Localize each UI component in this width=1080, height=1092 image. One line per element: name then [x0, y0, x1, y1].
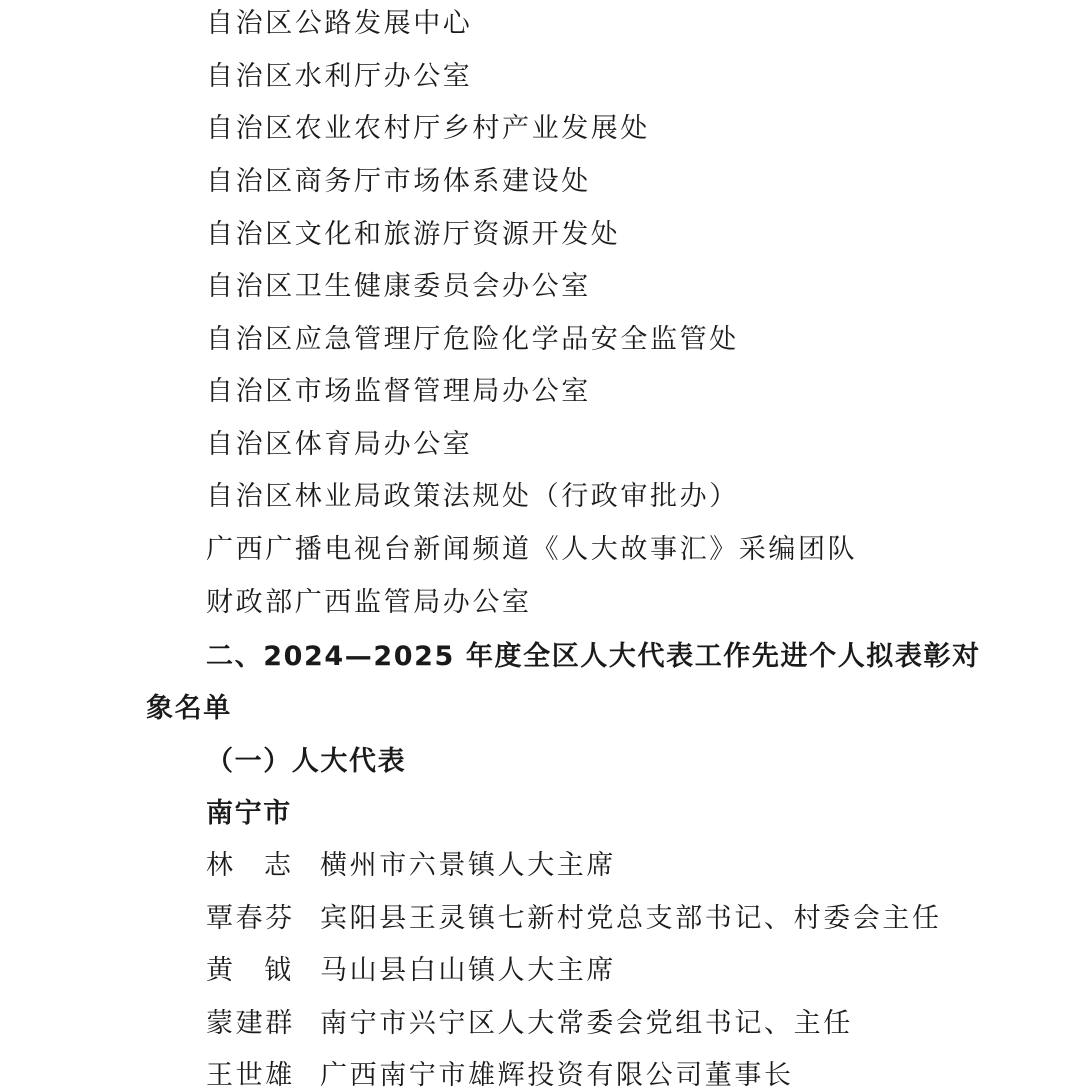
unit-line: 自治区商务厅市场体系建设处	[206, 166, 591, 197]
representative-title: 宾阳县王灵镇七新村党总支部书记、村委会主任	[320, 903, 942, 934]
representative-row	[206, 1008, 853, 1040]
representative-row	[206, 955, 616, 987]
representative-title: 横州市六景镇人大主席	[320, 850, 616, 881]
representative-name: 蒙建群	[206, 1008, 295, 1039]
unit-line: 自治区林业局政策法规处（行政审批办）	[206, 481, 739, 512]
unit-line: 财政部广西监管局办公室	[206, 587, 532, 618]
unit-line: 自治区应急管理厅危险化学品安全监管处	[206, 324, 739, 355]
unit-line: 自治区文化和旅游厅资源开发处	[206, 219, 621, 250]
representative-row	[206, 1060, 794, 1092]
representative-title: 广西南宁市雄辉投资有限公司董事长	[320, 1060, 794, 1091]
representative-name: 王世雄	[206, 1060, 295, 1091]
representative-title: 南宁市兴宁区人大常委会党组书记、主任	[320, 1008, 853, 1039]
subsection-heading: （一）人大代表	[206, 746, 407, 777]
representative-title: 马山县白山镇人大主席	[320, 955, 616, 986]
unit-line: 自治区公路发展中心	[206, 8, 473, 39]
section-heading: 二、2024—2025 年度全区人大代表工作先进个人拟表彰对	[206, 641, 981, 672]
unit-line: 自治区农业农村厅乡村产业发展处	[206, 113, 650, 144]
unit-line: 自治区水利厅办公室	[206, 61, 473, 92]
unit-line: 自治区卫生健康委员会办公室	[206, 271, 591, 302]
representative-name: 林志	[206, 850, 322, 881]
section-heading-continued: 象名单	[146, 693, 232, 724]
representative-row	[206, 903, 942, 935]
city-heading: 南宁市	[206, 798, 292, 829]
representative-row	[206, 850, 616, 882]
unit-line: 广西广播电视台新闻频道《人大故事汇》采编团队	[206, 534, 858, 565]
representative-name: 黄钺	[206, 955, 322, 986]
unit-line: 自治区体育局办公室	[206, 429, 473, 460]
unit-line: 自治区市场监督管理局办公室	[206, 376, 591, 407]
representative-name: 覃春芬	[206, 903, 295, 934]
